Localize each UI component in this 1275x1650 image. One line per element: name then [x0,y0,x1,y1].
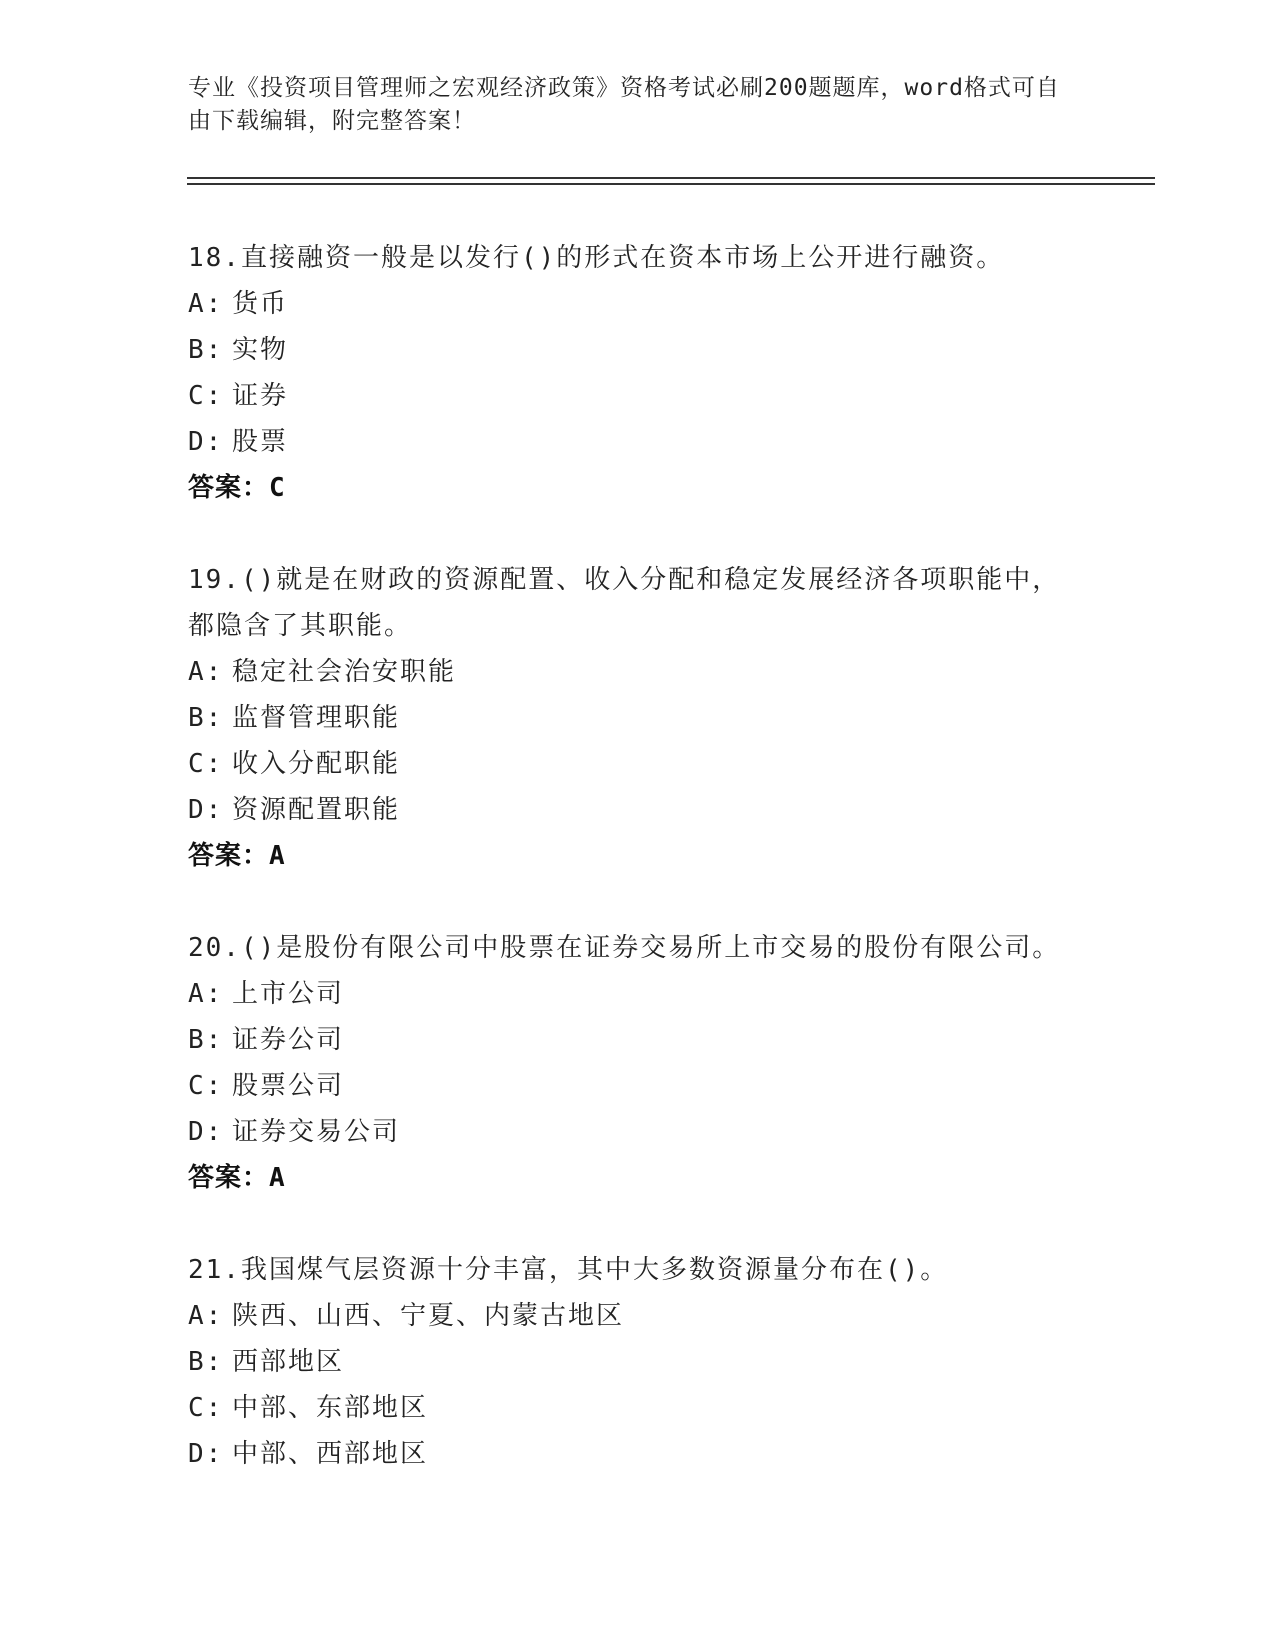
option-letter: B: [188,1347,224,1377]
option-a [188,281,1088,327]
question-stem: 20.()是股份有限公司中股票在证券交易所上市交易的股份有限公司。 [188,933,1061,963]
question-21 [188,1247,1088,1477]
header-divider-top [187,177,1155,179]
option-a [188,649,1088,695]
option-text: 中部、东部地区 [232,1393,429,1423]
question-stem: 21.我国煤气层资源十分丰富，其中大多数资源量分布在()。 [188,1255,949,1285]
option-text: 实物 [232,335,289,365]
option-text: 资源配置职能 [232,795,401,825]
header-title: 专业《投资项目管理师之宏观经济政策》资格考试必刷200题题库，word格式可自由下载编辑，附完整答案！ [188,75,1060,134]
option-a [188,971,1088,1017]
option-text: 陕西、山西、宁夏、内蒙古地区 [232,1301,625,1331]
option-text: 监督管理职能 [232,703,401,733]
option-text: 上市公司 [232,979,345,1009]
option-text: 西部地区 [232,1347,345,1377]
option-letter: C: [188,749,224,779]
option-text: 证券交易公司 [232,1117,401,1147]
option-b [188,327,1088,373]
question-stem: 18.直接融资一般是以发行()的形式在资本市场上公开进行融资。 [188,243,1005,273]
option-letter: C: [188,1071,224,1101]
answer-line: 答案：C [188,473,286,503]
option-d [188,419,1088,465]
option-letter: B: [188,1025,224,1055]
option-text: 股票 [232,427,289,457]
option-text: 收入分配职能 [232,749,401,779]
option-c [188,1063,1088,1109]
option-letter: B: [188,335,224,365]
option-b [188,1339,1088,1385]
option-text: 中部、西部地区 [232,1439,429,1469]
option-letter: A: [188,979,224,1009]
option-d [188,787,1088,833]
option-d [188,1109,1088,1155]
document-header [188,72,1068,138]
option-letter: C: [188,381,224,411]
header-divider-bottom [187,183,1155,185]
option-text: 证券 [232,381,289,411]
option-text: 货币 [232,289,289,319]
option-text: 稳定社会治安职能 [232,657,457,687]
option-b [188,1017,1088,1063]
option-b [188,695,1088,741]
question-list [188,235,1088,1523]
option-letter: A: [188,1301,224,1331]
option-d [188,1431,1088,1477]
option-letter: B: [188,703,224,733]
option-letter: D: [188,1439,224,1469]
option-letter: D: [188,795,224,825]
option-text: 股票公司 [232,1071,345,1101]
option-letter: A: [188,289,224,319]
question-18 [188,235,1088,511]
option-letter: D: [188,1117,224,1147]
option-letter: A: [188,657,224,687]
option-text: 证券公司 [232,1025,345,1055]
question-19 [188,557,1088,879]
option-letter: C: [188,1393,224,1423]
answer-line: 答案：A [188,841,286,871]
option-letter: D: [188,427,224,457]
option-c [188,373,1088,419]
question-20 [188,925,1088,1201]
answer-line: 答案：A [188,1163,286,1193]
option-a [188,1293,1088,1339]
option-c [188,741,1088,787]
option-c [188,1385,1088,1431]
question-stem: 19.()就是在财政的资源配置、收入分配和稳定发展经济各项职能中，都隐含了其职能。 [188,565,1061,641]
